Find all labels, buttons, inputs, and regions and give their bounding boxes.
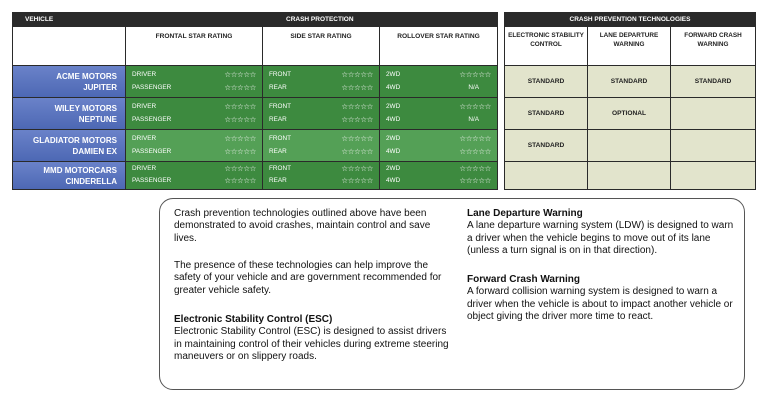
crash-prevention-table: [504, 12, 756, 190]
driver-label: DRIVER: [132, 135, 157, 142]
rear-label: REAR: [269, 116, 287, 123]
star-rating-icon: ☆☆☆☆☆: [341, 147, 373, 156]
vehicle-make: MMD MOTORCARS: [43, 165, 117, 175]
ldw-cell: STANDARD: [588, 66, 670, 97]
vehicle-name: [13, 130, 125, 161]
vehicle-column-header: [13, 27, 125, 65]
4wd-label: 4WD: [386, 84, 401, 91]
star-rating-icon: ☆☆☆☆☆: [459, 176, 491, 185]
side-rating-cell: [263, 66, 379, 97]
front-label: FRONT: [269, 71, 292, 78]
ldw-section: [467, 208, 737, 258]
table-row: [13, 130, 497, 161]
rollover-rating-header: ROLLOVER STAR RATING: [380, 27, 497, 65]
fcw-cell: [671, 98, 755, 129]
info-box: [159, 198, 745, 390]
4wd-label: 4WD: [386, 116, 401, 123]
vehicle-make: WILEY MOTORS: [54, 103, 117, 113]
2wd-label: 2WD: [386, 71, 401, 78]
star-rating-icon: ☆☆☆☆☆: [224, 176, 256, 185]
crash-protection-header: CRASH PROTECTION: [286, 16, 354, 23]
vehicle-name: [13, 162, 125, 189]
ldw-cell: [588, 162, 670, 189]
esc-cell: STANDARD: [505, 130, 587, 161]
rear-label: REAR: [269, 84, 287, 91]
star-rating-icon: ☆☆☆☆☆: [341, 102, 373, 111]
esc-description: Electronic Stability Control (ESC) is designed to assist drivers in maintaining control of their vehicles during extreme steering maneuvers or on slippery roads.: [174, 326, 449, 363]
star-rating-icon: ☆☆☆☆☆: [459, 134, 491, 143]
table-row: [13, 66, 497, 97]
vehicle-make: GLADIATOR MOTORS: [33, 135, 117, 145]
rear-label: REAR: [269, 177, 287, 184]
fcw-title: Forward Crash Warning: [467, 274, 580, 285]
star-rating-icon: ☆☆☆☆☆: [224, 164, 256, 173]
esc-column-header: ELECTRONIC STABILITY CONTROL: [505, 27, 587, 65]
passenger-label: PASSENGER: [132, 116, 172, 123]
fcw-cell: [671, 162, 755, 189]
side-rating-header: SIDE STAR RATING: [263, 27, 379, 65]
recommendation-paragraph: The presence of these technologies can help improve the safety of your vehicle and are government recommended for greater vehicle safety.: [174, 260, 442, 296]
esc-cell: STANDARD: [505, 66, 587, 97]
2wd-label: 2WD: [386, 103, 401, 110]
2wd-label: 2WD: [386, 135, 401, 142]
star-rating-icon: ☆☆☆☆☆: [224, 134, 256, 143]
4wd-label: 4WD: [386, 148, 401, 155]
vehicle-model: CINDERELLA: [65, 176, 117, 186]
2wd-label: 2WD: [386, 165, 401, 172]
esc-cell: STANDARD: [505, 98, 587, 129]
ldw-column-header: LANE DEPARTURE WARNING: [588, 27, 670, 65]
star-rating-icon: ☆☆☆☆☆: [341, 83, 373, 92]
ldw-cell: OPTIONAL: [588, 98, 670, 129]
fcw-description: A forward collision warning system is designed to warn a driver when the vehicle is about to impact another vehicle or object giving the driver more time to react.: [467, 286, 733, 323]
front-label: FRONT: [269, 135, 292, 142]
star-rating-icon: ☆☆☆☆☆: [224, 147, 256, 156]
star-rating-icon: ☆☆☆☆☆: [341, 164, 373, 173]
star-rating-icon: ☆☆☆☆☆: [224, 70, 256, 79]
vehicle-model: DAMIEN EX: [72, 146, 117, 156]
star-rating-icon: ☆☆☆☆☆: [224, 83, 256, 92]
crash-prevention-header: CRASH PREVENTION TECHNOLOGIES: [569, 16, 691, 23]
front-label: FRONT: [269, 165, 292, 172]
not-available-text: N/A: [468, 84, 479, 91]
vehicle-name: [13, 66, 125, 97]
side-rating-cell: [263, 162, 379, 189]
crash-protection-table: [12, 12, 498, 190]
esc-title: Electronic Stability Control (ESC): [174, 314, 333, 325]
fcw-cell: STANDARD: [671, 66, 755, 97]
ldw-cell: [588, 130, 670, 161]
vehicle-model: NEPTUNE: [78, 114, 117, 124]
frontal-rating-cell: [126, 130, 262, 161]
driver-label: DRIVER: [132, 71, 157, 78]
rollover-rating-cell: [380, 130, 497, 161]
ldw-title: Lane Departure Warning: [467, 208, 583, 219]
frontal-rating-cell: [126, 98, 262, 129]
ldw-description: A lane departure warning system (LDW) is designed to warn a driver when the vehicle begins to move out of its lane (unless a turn signal is on in that direction).: [467, 220, 734, 257]
side-rating-cell: [263, 130, 379, 161]
frontal-rating-header: FRONTAL STAR RATING: [126, 27, 262, 65]
star-rating-icon: ☆☆☆☆☆: [459, 70, 491, 79]
vehicle-name: [13, 98, 125, 129]
star-rating-icon: ☆☆☆☆☆: [224, 102, 256, 111]
rollover-rating-cell: [380, 66, 497, 97]
fcw-column-header: FORWARD CRASH WARNING: [671, 27, 755, 65]
intro-paragraph: Crash prevention technologies outlined above have been demonstrated to avoid crashes, maintain control and save lives.: [174, 208, 431, 244]
front-label: FRONT: [269, 103, 292, 110]
passenger-label: PASSENGER: [132, 177, 172, 184]
frontal-rating-cell: [126, 66, 262, 97]
rear-label: REAR: [269, 148, 287, 155]
vehicle-make: ACME MOTORS: [56, 71, 117, 81]
not-available-text: N/A: [468, 116, 479, 123]
star-rating-icon: ☆☆☆☆☆: [341, 70, 373, 79]
star-rating-icon: ☆☆☆☆☆: [459, 147, 491, 156]
driver-label: DRIVER: [132, 103, 157, 110]
star-rating-icon: ☆☆☆☆☆: [341, 115, 373, 124]
esc-cell: [505, 162, 587, 189]
vehicle-model: JUPITER: [83, 82, 117, 92]
rollover-rating-cell: [380, 98, 497, 129]
star-rating-icon: ☆☆☆☆☆: [459, 102, 491, 111]
fcw-cell: [671, 130, 755, 161]
driver-label: DRIVER: [132, 165, 157, 172]
rollover-rating-cell: [380, 162, 497, 189]
side-rating-cell: [263, 98, 379, 129]
table-header-bar: [13, 13, 497, 27]
passenger-label: PASSENGER: [132, 148, 172, 155]
star-rating-icon: ☆☆☆☆☆: [224, 115, 256, 124]
table-row: [13, 98, 497, 129]
star-rating-icon: ☆☆☆☆☆: [459, 164, 491, 173]
vehicle-header: VEHICLE: [25, 16, 54, 23]
passenger-label: PASSENGER: [132, 84, 172, 91]
star-rating-icon: ☆☆☆☆☆: [341, 134, 373, 143]
table-row: [13, 162, 497, 189]
4wd-label: 4WD: [386, 177, 401, 184]
esc-section: [174, 314, 454, 364]
star-rating-icon: ☆☆☆☆☆: [341, 176, 373, 185]
fcw-section: [467, 274, 737, 324]
frontal-rating-cell: [126, 162, 262, 189]
